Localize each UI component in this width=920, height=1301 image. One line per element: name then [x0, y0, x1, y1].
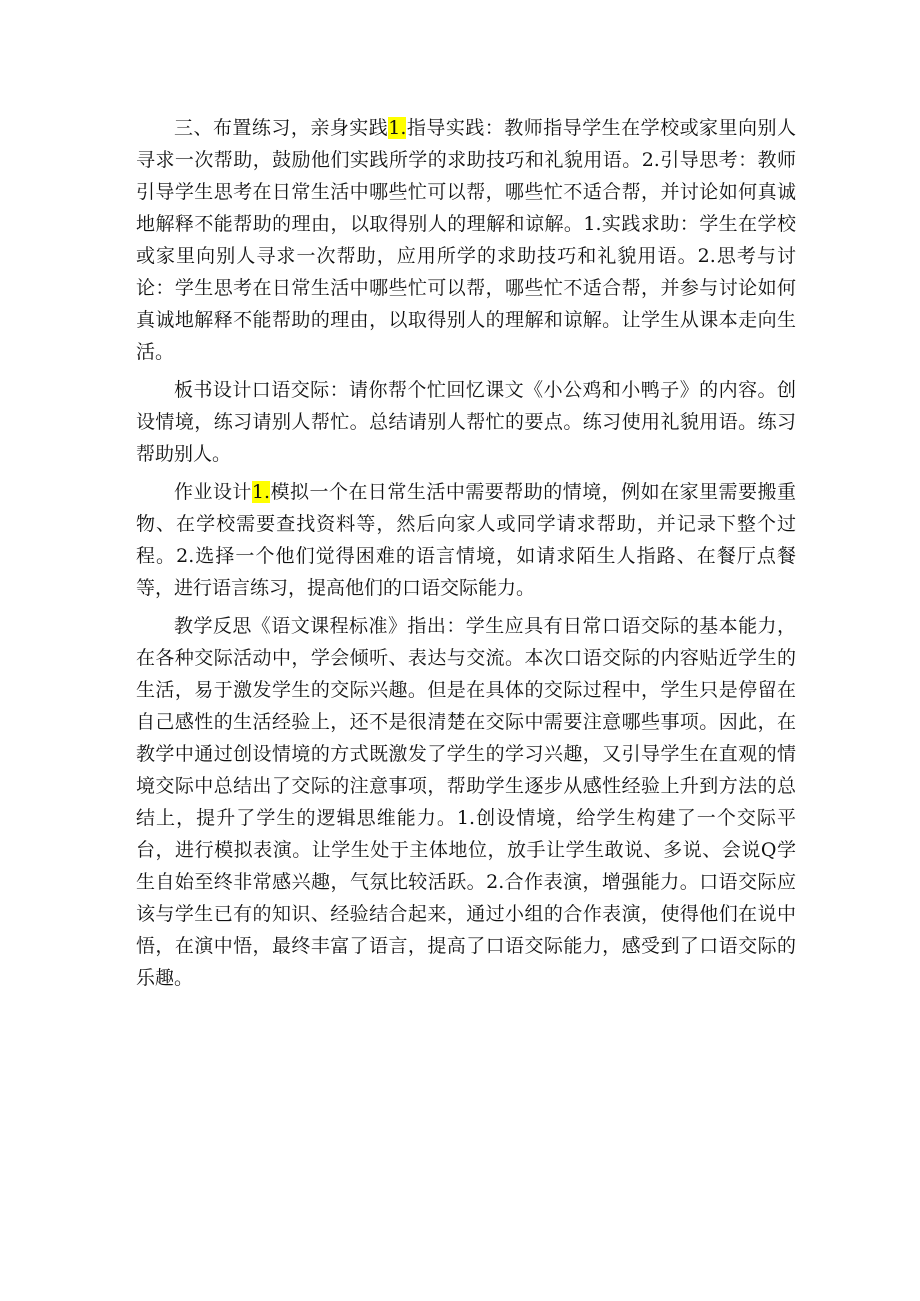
paragraph-homework [136, 476, 796, 604]
paragraph-board-design [136, 374, 796, 470]
paragraph-reflection [136, 610, 796, 994]
paragraph-text: 板书设计口语交际：请你帮个忙回忆课文《小公鸡和小鸭子》的内容。创设情境，练习请别人帮忙。总结请别人帮忙的要点。练习使用礼貌用语。练习帮助别人。 [136, 379, 796, 465]
document-body [136, 112, 796, 1000]
paragraph-text: 教学反思《语文课程标准》指出：学生应具有日常口语交际的基本能力，在各种交际活动中，学会倾听、表达与交流。本次口语交际的内容贴近学生的生活，易于激发学生的交际兴趣。但是在具体的交际过程中，学生只是停留在自己感性的生活经验上，还不是很清楚在交际中需要注意哪些事项。因此，在教学中通过创设情境的方式既激发了学生的学习兴趣，又引导学生在直观的情境交际中总结出了交际的注意事项，帮助学生逐步从感性经验上升到方法的总结上，提升了学生的逻辑思维能力。1.创设情境，给学生构建了一个交际平台，进行模拟表演。让学生处于主体地位，放手让学生敢说、多说、会说Q学生自始至终非常感兴趣，气氛比较活跃。2.合作表演，增强能力。口语交际应该与学生已有的知识、经验结合起来，通过小组的合作表演，使得他们在说中悟，在演中悟，最终丰富了语言，提高了口语交际能力，感受到了口语交际的乐趣。 [136, 615, 796, 989]
paragraph-text: 指导实践：教师指导学生在学校或家里向别人寻求一次帮助，鼓励他们实践所学的求助技巧和礼貌用语。2.引导思考：教师引导学生思考在日常生活中哪些忙可以帮，哪些忙不适合帮，并讨论如何真诚地解释不能帮助的理由，以取得别人的理解和谅解。1.实践求助：学生在学校或家里向别人寻求一次帮助，应用所学的求助技巧和礼貌用语。2.思考与讨论：学生思考在日常生活中哪些忙可以帮，哪些忙不适合帮，并参与讨论如何真诚地解释不能帮助的理由，以取得别人的理解和谅解。让学生从课本走向生活。 [136, 117, 796, 363]
paragraph-text: 作业设计 [174, 481, 252, 503]
highlight-mark: 1. [251, 481, 271, 503]
paragraph-text: 三、布置练习，亲身实践 [174, 117, 389, 139]
paragraph-practice [136, 112, 796, 368]
highlight-mark: 1. [388, 117, 407, 139]
paragraph-text: 模拟一个在日常生活中需要帮助的情境，例如在家里需要搬重物、在学校需要查找资料等，然后向家人或同学请求帮助，并记录下整个过程。2.选择一个他们觉得困难的语言情境，如请求陌生人指路、在餐厅点餐等，进行语言练习，提高他们的口语交际能力。 [136, 481, 796, 599]
